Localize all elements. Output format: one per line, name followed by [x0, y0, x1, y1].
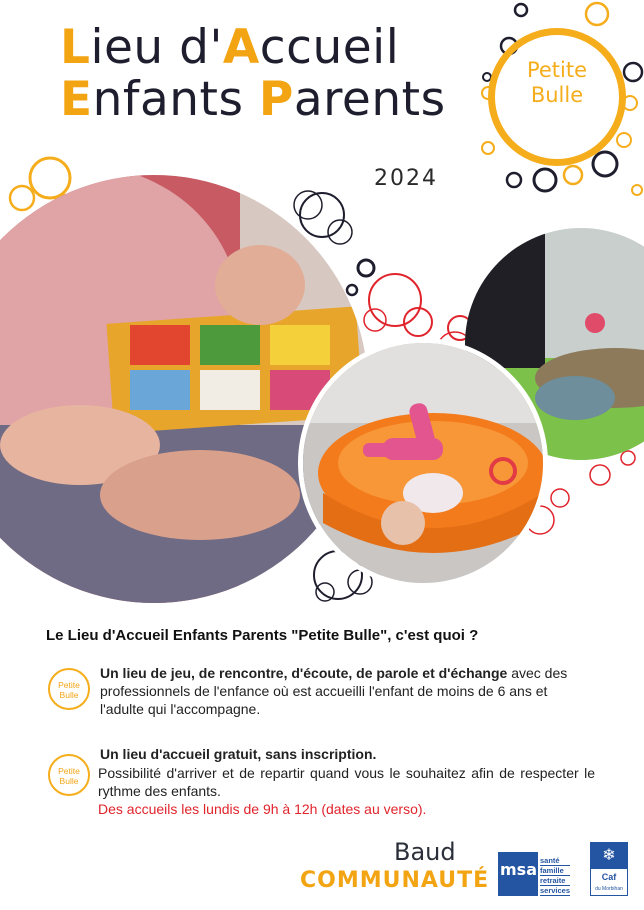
year-label: 2024	[374, 166, 438, 191]
schedule-note: Des accueils les lundis de 9h à 12h (dates au verso).	[98, 801, 427, 817]
baud-logo-text: Baud	[394, 838, 456, 866]
petite-bulle-logo-text: Petite Bulle	[526, 58, 588, 107]
msa-logo-letters: msa	[500, 860, 537, 879]
title-line-2: Enfants Parents	[60, 72, 446, 127]
caf-snowflake-icon: ❄	[591, 843, 627, 869]
communaute-logo-text: COMMUNAUTÉ	[300, 868, 490, 893]
bullet-petite-bulle-icon: Petite Bulle	[48, 668, 90, 710]
item-lieu-de-jeu: Un lieu de jeu, de rencontre, d'écoute, de parole et d'échange avec des professionnels de l'enfance où est accueilli l'enfant de moins de 6 ans et l'adulte qui l'accompagne.	[100, 665, 568, 717]
item-accueil-gratuit-title: Un lieu d'accueil gratuit, sans inscription.	[100, 746, 377, 762]
msa-logo-lines: santé famille retraite services	[540, 856, 571, 895]
title-line-1: Lieu d'Accueil	[60, 20, 400, 75]
page-title	[60, 22, 446, 126]
caf-logo-text: Caf du Morbihan	[595, 872, 623, 892]
section-question: Le Lieu d'Accueil Enfants Parents "Petite Bulle", c'est quoi ?	[46, 627, 479, 644]
bullet-petite-bulle-icon: Petite Bulle	[48, 754, 90, 796]
photo-child-orange-bowl	[298, 338, 548, 588]
item-accueil-gratuit-text: Possibilité d'arriver et de repartir quand vous le souhaitez afin de respecter le rythme des enfants. Des accueils les lundis de 9h à 12h (dates au verso).	[98, 765, 595, 817]
